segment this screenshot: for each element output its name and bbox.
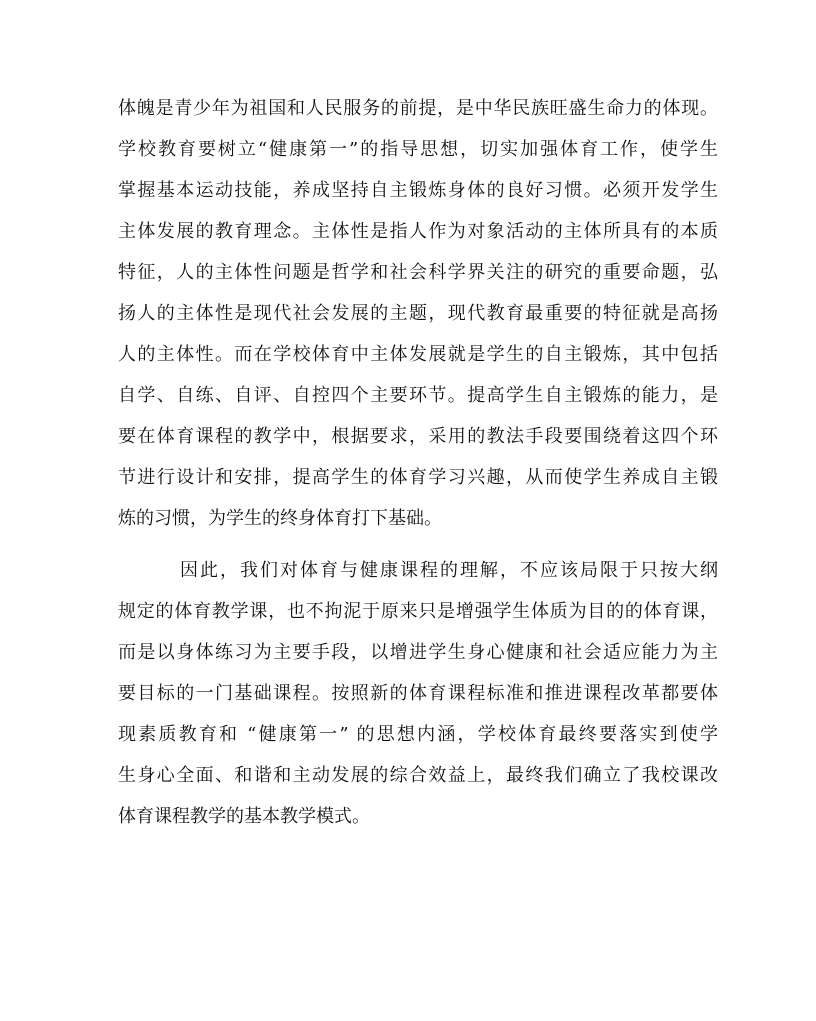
paragraph-1-line-3: 掌握基本运动技能，养成坚持自主锻炼身体的良好习惯。必须开发学生 [118,180,718,201]
paragraph-1-line-7: 人的主体性。而在学校体育中主体发展就是学生的自主锻炼，其中包括 [118,344,718,365]
paragraph-2-line-7: 体育课程教学的基本教学模式。 [118,806,370,827]
paragraph-2-line-3: 而是以身体练习为主要手段，以增进学生身心健康和社会适应能力为主 [118,642,718,663]
paragraph-1-line-9: 要在体育课程的教学中，根据要求，采用的教法手段要围绕着这四个环 [118,426,718,447]
paragraph-2-line-6: 生身心全面、和谐和主动发展的综合效益上，最终我们确立了我校课改 [118,765,718,786]
paragraph-2-line-1: 因此，我们对体育与健康课程的理解，不应该局限于只按大纲 [180,560,718,581]
paragraph-1-line-1: 体魄是青少年为祖国和人民服务的前提，是中华民族旺盛生命力的体现。 [118,98,718,119]
paragraph-1-line-10: 节进行设计和安排，提高学生的体育学习兴趣，从而使学生养成自主锻 [118,467,718,488]
paragraph-1-line-6: 扬人的主体性是现代社会发展的主题，现代教育最重要的特征就是高扬 [118,303,718,324]
paragraph-2-line-4: 要目标的一门基础课程。按照新的体育课程标准和推进课程改革都要体 [118,683,718,704]
paragraph-1-line-8: 自学、自练、自评、自控四个主要环节。提高学生自主锻炼的能力，是 [118,385,718,406]
paragraph-1-line-11: 炼的习惯，为学生的终身体育打下基础。 [118,508,442,529]
paragraph-1-line-4: 主体发展的教育理念。主体性是指人作为对象活动的主体所具有的本质 [118,221,718,242]
paragraph-1-line-5: 特征，人的主体性问题是哲学和社会科学界关注的研究的重要命题，弘 [118,262,718,283]
paragraph-2-line-2: 规定的体育教学课，也不拘泥于原来只是增强学生体质为目的的体育课， [118,601,718,622]
paragraph-2-line-5: 现素质教育和 “健康第一” 的思想内涵，学校体育最终要落实到使学 [118,724,718,745]
paragraph-1-line-2: 学校教育要树立“健康第一”的指导思想，切实加强体育工作，使学生 [118,139,718,160]
